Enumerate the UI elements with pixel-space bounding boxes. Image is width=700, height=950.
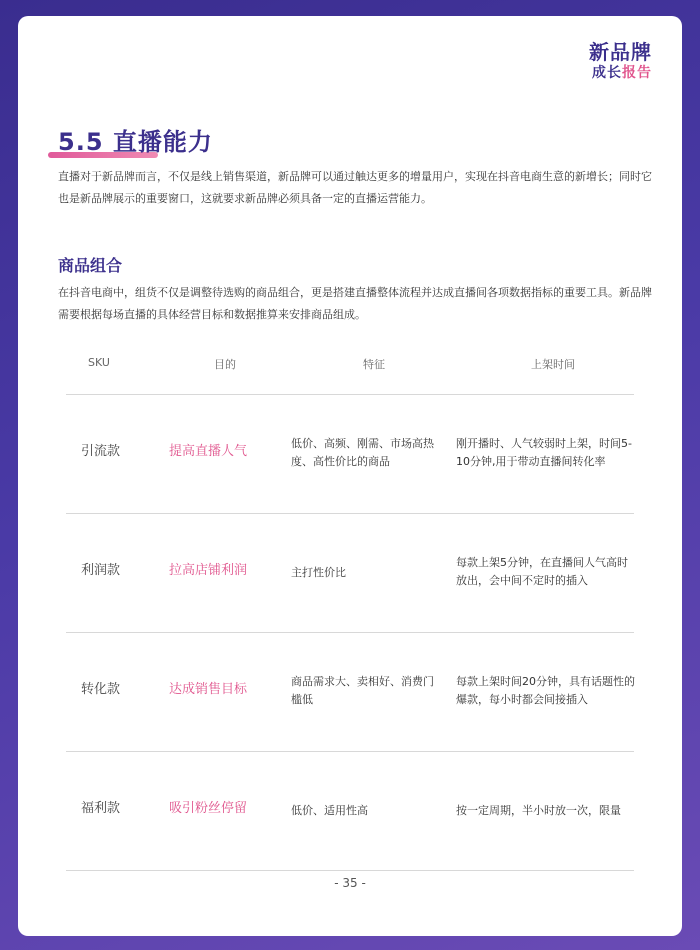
goal-cell: 达成销售目标 — [169, 682, 248, 697]
logo-line2 — [589, 64, 652, 82]
time-cell: 每款上架5分钟，在直播间人气高时放出，会中间不定时的插入 — [456, 556, 628, 587]
time-cell: 刚开播时、人气较弱时上架，时间5-10分钟,用于带动直播间转化率 — [456, 437, 632, 468]
table-row — [66, 514, 634, 633]
goal-cell: 提高直播人气 — [169, 444, 248, 459]
table-row — [66, 633, 634, 752]
report-page — [18, 16, 682, 936]
logo-line2-a: 成长 — [592, 65, 622, 81]
logo-line2-b: 报告 — [622, 65, 652, 81]
sku-cell: 利润款 — [81, 563, 121, 578]
sku-cell: 福利款 — [81, 801, 121, 816]
subsection-title: 商品组合 — [58, 256, 123, 275]
goal-cell: 吸引粉丝停留 — [169, 801, 248, 816]
feature-cell: 主打性价比 — [291, 566, 346, 579]
brand-logo — [589, 40, 652, 82]
sku-cell: 引流款 — [81, 444, 121, 459]
header-sku: SKU — [88, 356, 110, 369]
time-cell: 按一定周期，半小时放一次，限量 — [456, 804, 621, 817]
header-time: 上架时间 — [531, 358, 575, 371]
feature-cell: 低价、适用性高 — [291, 804, 368, 817]
header-goal: 目的 — [214, 358, 236, 371]
intro-paragraph: 直播对于新品牌而言，不仅是线上销售渠道，新品牌可以通过触达更多的增量用户，实现在抖音电商生意的新增长；同时它也是新品牌展示的重要窗口，这就要求新品牌必须具备一定的直播运营能力。 — [58, 170, 652, 205]
header-feature: 特征 — [363, 358, 385, 371]
table-row — [66, 395, 634, 514]
section-title: 5.5 直播能力 — [58, 128, 213, 156]
product-mix-table — [66, 346, 634, 871]
sku-cell: 转化款 — [81, 682, 121, 697]
goal-cell: 拉高店铺利润 — [169, 563, 248, 578]
table-header — [66, 346, 634, 395]
table-row — [66, 752, 634, 871]
logo-line1: 新品牌 — [589, 40, 652, 64]
page-number: - 35 - — [334, 876, 366, 890]
subsection-paragraph: 在抖音电商中，组货不仅是调整待选购的商品组合，更是搭建直播整体流程并达成直播间各项数据指标的重要工具。新品牌需要根据每场直播的具体经营目标和数据推算来安排商品组成。 — [58, 286, 652, 321]
time-cell: 每款上架时间20分钟，具有话题性的爆款，每小时都会间接插入 — [456, 675, 635, 706]
feature-cell: 商品需求大、卖相好、消费门槛低 — [291, 675, 434, 706]
feature-cell: 低价、高频、刚需、市场高热度、高性价比的商品 — [291, 437, 434, 468]
